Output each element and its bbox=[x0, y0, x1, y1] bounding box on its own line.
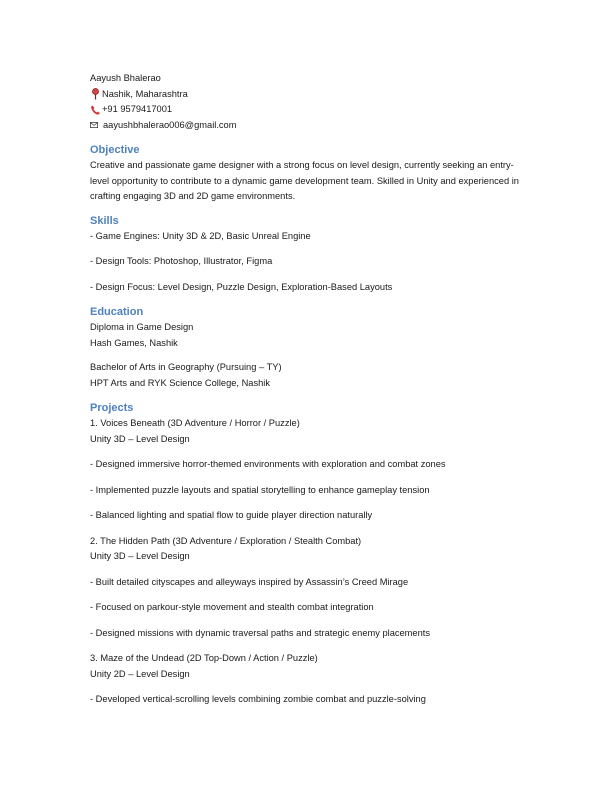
education-title: Diploma in Game Design bbox=[90, 322, 194, 332]
project-bullet: - Balanced lighting and spatial flow to guide player direction naturally bbox=[90, 510, 373, 520]
project-subtitle: Unity 3D – Level Design bbox=[90, 433, 190, 444]
phone-text: +91 9579417001 bbox=[102, 104, 173, 114]
education-institution: HPT Arts and RYK Science College, Nashik bbox=[90, 377, 270, 388]
project-title: 1. Voices Beneath (3D Adventure / Horror / Puzzle) bbox=[90, 418, 300, 428]
project-bullet: - Implemented puzzle layouts and spatial storytelling to enhance gameplay tension bbox=[90, 484, 430, 495]
skill-item: - Game Engines: Unity 3D & 2D, Basic Unreal Engine bbox=[90, 230, 311, 241]
pin-icon bbox=[90, 89, 101, 100]
candidate-name: Aayush Bhalerao bbox=[90, 73, 161, 83]
project-bullet: - Developed vertical-scrolling levels combining zombie combat and puzzle-solving bbox=[90, 694, 426, 704]
resume-page bbox=[90, 71, 530, 708]
location-line bbox=[90, 87, 530, 103]
objective-heading: Objective bbox=[90, 144, 140, 156]
location-text: Nashik, Maharashtra bbox=[102, 88, 188, 99]
project-title: 2. The Hidden Path (3D Adventure / Exploration / Stealth Combat) bbox=[90, 535, 362, 546]
project-bullet: - Focused on parkour-style movement and stealth combat integration bbox=[90, 602, 374, 612]
objective-text: Creative and passionate game designer with a strong focus on level design, currently seeking an entry-level opportunity to contribute to a dynamic game development team. Skilled in Unity and experienced in crafting engaging 3D and 2D game environments. bbox=[90, 160, 519, 201]
phone-line bbox=[90, 102, 530, 118]
project-subtitle: Unity 3D – Level Design bbox=[90, 551, 190, 561]
email-link[interactable]: aayushbhalerao006@gmail.com bbox=[103, 119, 237, 130]
education-heading: Education bbox=[90, 306, 144, 318]
skills-heading: Skills bbox=[90, 214, 119, 227]
email-line bbox=[90, 118, 530, 134]
envelope-icon bbox=[90, 120, 98, 131]
project-bullet: - Designed missions with dynamic traversal paths and strategic enemy placements bbox=[90, 627, 431, 638]
phone-icon bbox=[90, 104, 101, 115]
education-institution: Hash Games, Nashik bbox=[90, 337, 178, 348]
education-title: Bachelor of Arts in Geography (Pursuing – TY) bbox=[90, 362, 282, 372]
projects-heading: Projects bbox=[90, 402, 134, 414]
skill-item: - Design Tools: Photoshop, Illustrator, Figma bbox=[90, 256, 273, 266]
project-title: 3. Maze of the Undead (2D Top-Down / Action / Puzzle) bbox=[90, 653, 318, 663]
project-bullet: - Designed immersive horror-themed environments with exploration and combat zones bbox=[90, 459, 446, 469]
project-subtitle: Unity 2D – Level Design bbox=[90, 668, 190, 679]
project-bullet: - Built detailed cityscapes and alleyways inspired by Assassin’s Creed Mirage bbox=[90, 576, 409, 587]
skill-item: - Design Focus: Level Design, Puzzle Design, Exploration-Based Layouts bbox=[90, 281, 393, 292]
